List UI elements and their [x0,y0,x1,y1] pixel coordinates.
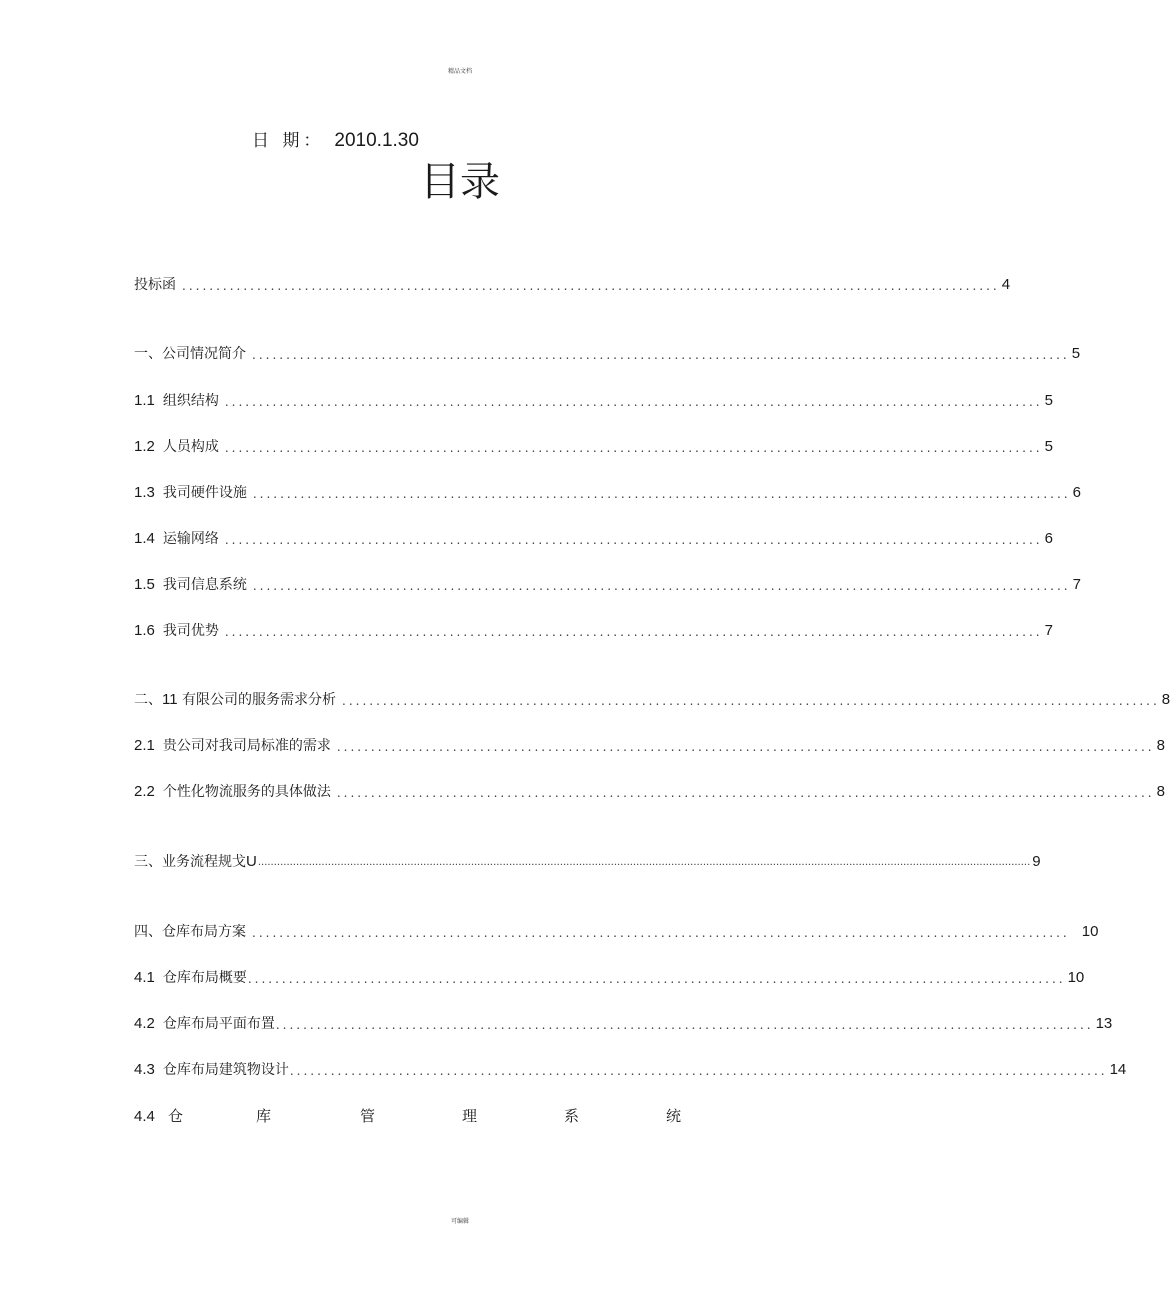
toc-entry-text: 人员构成 [162,439,219,455]
toc-entry-number: 1.5 [134,576,155,593]
toc-entry-text: 一、公司情况简介 [134,346,246,362]
toc-entry-page: 6 [1044,530,1053,547]
leader-dots: ................................................................................................................................................................................................................................................... [257,857,1031,868]
leader-dots: ........................................................................................................................ [224,533,1043,547]
toc-entry-title: 有限公司的服务需求分析 [182,692,337,708]
toc-entry-inline-number: 11 [162,691,178,708]
toc-entry-number: 4.3 [134,1061,155,1078]
leader-dots: ........................................................................................................................ [252,348,1070,362]
leader-dots: ........................................................................................................................ [275,1018,1094,1032]
toc-entry-number: 4.2 [134,1015,155,1032]
toc-entry-text: 投标函 [134,277,176,293]
leader-dots: ........................................................................................................................ [224,625,1043,639]
toc-entry-page: 7 [1044,622,1053,639]
toc-entry-1-1[interactable] [134,390,1053,412]
toc-entry-number: 4.4 [134,1108,155,1125]
leader-dots: ........................................................................................................................ [336,786,1155,800]
toc-entry-number: 1.2 [134,438,155,455]
toc-entry-text: 贵公司对我司局标准的需求 [162,738,331,754]
spread-char: 统 [666,1107,682,1125]
leader-dots: ........................................................................................................................ [289,1064,1108,1078]
toc-entry-2-1[interactable] [134,735,1165,757]
leader-dots: ........................................................................................................................ [247,972,1066,986]
toc-entry-text: 组织结构 [162,393,219,409]
toc-entry-number: 1.1 [134,392,155,409]
toc-entry-text: 四、仓库布局方案 [134,924,246,940]
spread-char: 理 [462,1107,478,1125]
toc-entry-prefix: 二、 [134,692,162,708]
toc-entry-cover-letter[interactable] [134,274,1011,296]
leader-dots: ........................................................................................................................ [336,740,1155,754]
toc-entry-text: 我司信息系统 [162,577,247,593]
toc-entry-suffix: U [246,853,257,870]
leader-dots: ........................................................................................................................ [252,579,1071,593]
toc-entry-page: 14 [1109,1061,1127,1078]
toc-entry-number: 2.2 [134,783,155,800]
toc-entry-page: 8 [1161,691,1170,708]
toc-entry-text: 仓库布局概要 [162,970,247,986]
leader-dots: ........................................................................................................................ [224,441,1043,455]
toc-entry-page: 10 [1067,969,1085,986]
toc-title: 目录 [420,159,500,205]
toc-entry-title: 三、业务流程规戈 [134,854,246,870]
toc-entry-section-4[interactable] [134,921,1099,943]
header-note: 精品文档 [447,68,472,75]
toc-entry-4-1[interactable] [134,967,1085,989]
toc-entry-page: 13 [1095,1015,1113,1032]
date-line [252,126,419,152]
toc-entry-page: 7 [1072,576,1081,593]
toc-entry-page: 5 [1044,438,1053,455]
spread-char: 系 [564,1107,580,1125]
spread-char: 仓 [168,1107,184,1125]
date-value: 2010.1.30 [334,130,419,151]
toc-entry-page: 10 [1081,923,1099,940]
toc-entry-2-2[interactable] [134,781,1165,803]
toc-entry-1-5[interactable] [134,574,1081,596]
leader-dots: ........................................................................................................................ [252,487,1071,501]
toc-entry-number: 1.4 [134,530,155,547]
toc-entry-1-2[interactable] [134,436,1053,458]
spread-char: 库 [256,1107,272,1125]
toc-entry-4-3[interactable] [134,1059,1127,1081]
toc-entry-section-3[interactable] [134,851,1041,873]
toc-entry-section-1[interactable] [134,343,1081,365]
date-label: 日 期： [252,131,325,151]
toc-entry-text: 我司硬件设施 [162,485,247,501]
toc-entry-page: 6 [1072,484,1081,501]
toc-entry-section-2[interactable] [134,689,1170,711]
toc-entry-text: 运输网络 [162,531,219,547]
leader-dots: ........................................................................................................................ [342,694,1160,708]
toc-entry-text [134,689,336,711]
toc-entry-text: 仓库布局平面布置 [162,1016,275,1032]
toc-entry-page: 8 [1156,737,1165,754]
toc-entry-page: 5 [1071,345,1081,362]
toc-entry-number: 1.6 [134,622,155,639]
toc-entry-number: 1.3 [134,484,155,501]
toc-entry-4-4[interactable] [134,1105,682,1127]
toc-entry-text [134,851,257,873]
footer-note: 可编辑 [450,1218,469,1225]
toc-entry-text: 个性化物流服务的具体做法 [162,784,331,800]
toc-entry-1-3[interactable] [134,482,1081,504]
leader-dots: ........................................................................................................................ [224,395,1043,409]
toc-entry-text: 我司优势 [162,623,219,639]
spread-char: 管 [360,1107,376,1125]
toc-entry-page: 9 [1032,853,1041,870]
toc-entry-text: 仓库布局建筑物设计 [162,1062,289,1078]
toc-entry-number: 2.1 [134,737,155,754]
leader-dots: ........................................................................................................................ [252,926,1070,940]
leader-dots: ........................................................................................................................ [182,279,1000,293]
toc-entry-page: 5 [1044,392,1053,409]
toc-entry-1-4[interactable] [134,528,1053,550]
toc-entry-number: 4.1 [134,969,155,986]
toc-entry-page: 8 [1156,783,1165,800]
toc-entry-4-2[interactable] [134,1013,1113,1035]
toc-entry-page: 4 [1001,276,1011,293]
toc-entry-1-6[interactable] [134,620,1053,642]
